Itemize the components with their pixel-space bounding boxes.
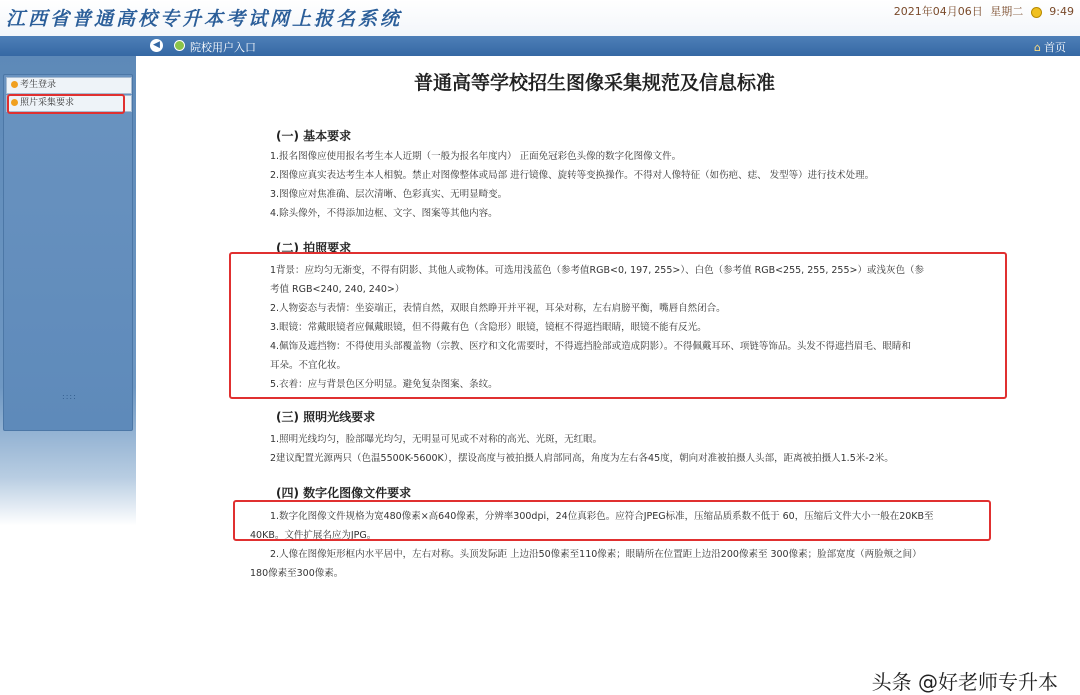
sidebar-resize-grip[interactable]: :::: [62, 392, 77, 401]
home-icon: ⌂ [1034, 41, 1041, 54]
home-link[interactable] [1034, 39, 1066, 55]
text-line: 1.数字化图像文件规格为宽480像素×高640像素，分辨率300dpi，24位真彩色。应符合JPEG标准，压缩品质系数不低于 60，压缩后文件大小一般在20KB至 [270, 511, 934, 522]
text-line: 180像素至300像素。 [250, 568, 344, 579]
portal-link[interactable]: 院校用户入口 [190, 41, 256, 54]
text-line: 4.除头像外，不得添加边框、文字、图案等其他内容。 [270, 208, 498, 219]
bullet-icon [11, 81, 18, 88]
text-line: 3.眼镜：常戴眼镜者应佩戴眼镜，但不得戴有色（含隐形）眼镜，镜框不得遮挡眼睛，眼镜不能有反光。 [270, 322, 707, 333]
section-title: (二) 拍照要求 [276, 241, 352, 255]
date-display [890, 3, 1074, 19]
section-title: (四) 数字化图像文件要求 [276, 486, 412, 500]
highlight-box [229, 252, 1007, 399]
text-line: 3.图像应对焦准确、层次清晰、色彩真实、无明显畸变。 [270, 189, 508, 200]
sidebar-panel [3, 74, 133, 431]
home-label: 首页 [1044, 41, 1066, 54]
document-title: 普通高等学校招生图像采集规范及信息标准 [414, 72, 776, 94]
date-text: 2021年04月06日 [893, 5, 983, 18]
text-line: 4.佩饰及遮挡物：不得使用头部覆盖物（宗教、医疗和文化需要时，不得遮挡脸部或造成阴影）。不得佩戴耳环、项链等饰品。头发不得遮挡眉毛、眼睛和 [270, 341, 911, 352]
sidebar-item-label: 考生登录 [20, 80, 57, 90]
section-title: (三) 照明光线要求 [276, 410, 376, 424]
text-line: 1.报名图像应使用报名考生本人近期（一般为报名年度内） 正面免冠彩色头像的数字化图像文件。 [270, 151, 682, 162]
weekday-text: 星期二 [990, 5, 1024, 18]
text-line: 耳朵。不宜化妆。 [270, 360, 347, 371]
back-arrow-icon[interactable]: ◀ [150, 39, 163, 52]
sidebar-item-label: 照片采集要求 [20, 98, 75, 108]
time-text: 9:49 [1049, 5, 1074, 18]
text-line: 2.人像在图像矩形框内水平居中，左右对称。头顶发际距 上边沿50像素至110像素；眼睛所在位置距上边沿200像素至 300像素；脸部宽度（两脸颊之间） [270, 549, 922, 560]
text-line: 考值 RGB<240, 240, 240>） [270, 284, 405, 295]
text-line: 1.照明光线均匀，脸部曝光均匀，无明显可见或不对称的高光、光斑，无红眼。 [270, 434, 603, 445]
nav-bar [0, 36, 1080, 56]
highlight-box [7, 94, 125, 114]
main-content [136, 56, 1080, 694]
text-line: 2.图像应真实表达考生本人相貌。禁止对图像整体或局部 进行镜像、旋转等变换操作。不得对人像特征（如伤疤、痣、 发型等）进行技术处理。 [270, 170, 875, 181]
watermark: 头条 @好老师专升本 [871, 670, 1058, 694]
sidebar-item-student-login[interactable] [6, 77, 132, 94]
text-line: 1背景：应均匀无渐变，不得有阴影、其他人或物体。可选用浅蓝色（参考值RGB<0, 197, 255>）、白色（参考值 RGB<255, 255, 255>）或浅灰色（参 [270, 265, 924, 276]
text-line: 5.衣着：应与背景色区分明显。避免复杂图案、条纹。 [270, 379, 498, 390]
header-bar [0, 0, 1080, 36]
text-line: 2建议配置光源两只（色温5500K-5600K），摆设高度与被拍摄人肩部同高，角度为左右各45度，朝向对准被拍摄人头部，距离被拍摄人1.5米-2米。 [270, 453, 894, 464]
site-title: 江西省普通高校专升本考试网上报名系统 [6, 8, 403, 30]
text-line: 2.人物姿态与表情：坐姿端正，表情自然，双眼自然睁开并平视，耳朵对称，左右肩膀平衡，嘴唇自然闭合。 [270, 303, 726, 314]
highlight-box [233, 500, 991, 541]
clock-icon [1031, 7, 1042, 18]
section-title: (一) 基本要求 [276, 129, 352, 143]
portal-icon [174, 40, 185, 51]
text-line: 40KB。文件扩展名应为JPG。 [250, 530, 377, 541]
sidebar [0, 56, 136, 658]
